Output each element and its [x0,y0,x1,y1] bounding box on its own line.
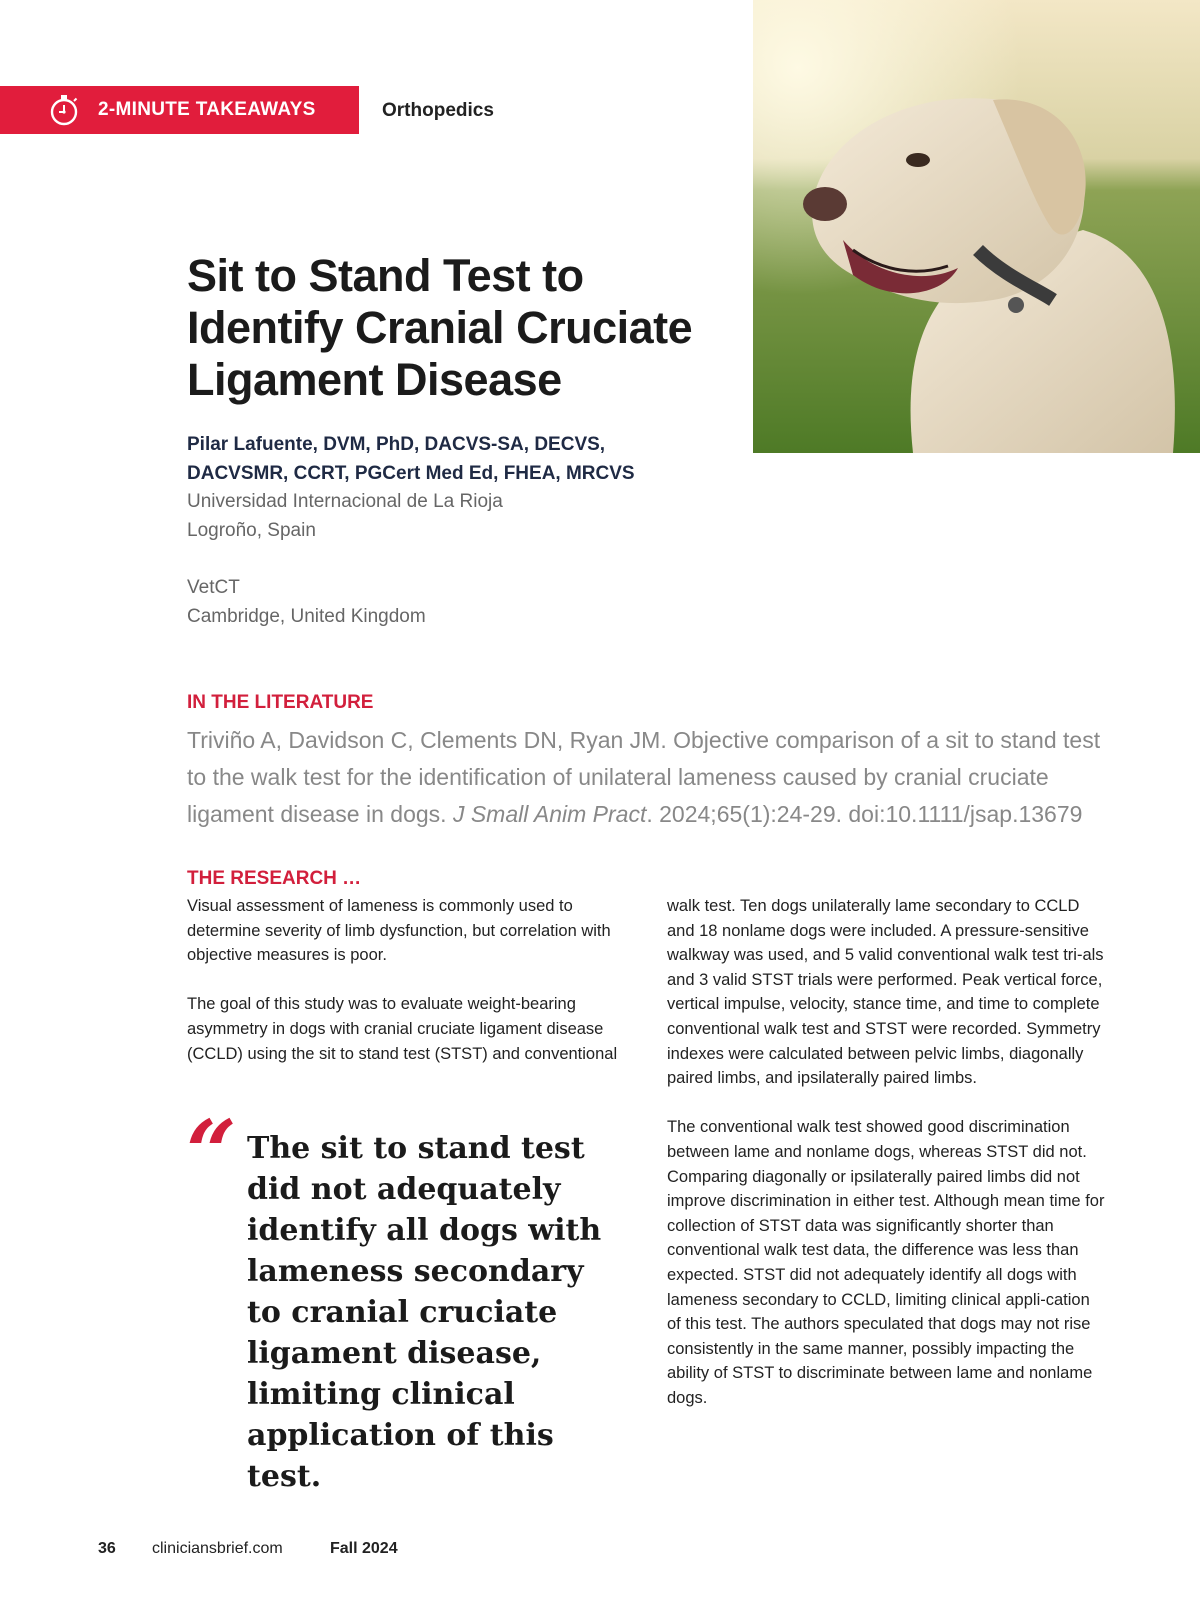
affiliation-institution: Universidad Internacional de La Rioja [187,491,503,512]
banner-label: 2-MINUTE TAKEAWAYS [98,99,316,120]
research-left-column [187,894,627,1091]
site-link[interactable]: cliniciansbrief.com [152,1540,283,1557]
paragraph: walk test. Ten dogs unilaterally lame secondary to CCLD and 18 nonlame dogs were included. A pressure-sensitive walkway was used, and 5 valid conventional walk test tri-als and 3 valid STST trials were performed. Peak vertical force, vertical impulse, velocity, stance time, and time to complete conventional walk test and STST were recorded. Symmetry indexes were calculated between pelvic limbs, diagonally paired limbs, and ipsilaterally paired limbs. [667,897,1104,1088]
citation-text: Triviño A, Davidson C, Clements DN, Ryan JM. Objective comparison of a sit to stand test to the walk test for the identification of unilateral lameness caused by cranial cruciate ligament disease in dogs. [187,727,1101,827]
stopwatch-icon [47,93,81,127]
author-name: Pilar Lafuente, DVM, PhD, DACVS-SA, DECVS, DACVSMR, CCRT, PGCert Med Ed, FHEA, MRCVS [187,434,635,484]
affiliation-institution: VetCT [187,577,240,598]
section-name: Orthopedics [382,100,494,121]
citation-tail: . 2024;65(1):24-29. doi:10.1111/jsap.13679 [646,801,1083,827]
section-banner [0,86,359,134]
affiliation-location: Logroño, Spain [187,520,316,541]
pull-quote: The sit to stand test did not adequately identify all dogs with lameness secondary to cranial cruciate ligament disease, limiting clinical application of this test. [247,1131,602,1494]
quote-mark-icon: “ [186,1100,237,1204]
journal-name: J Small Anim Pract [452,801,647,827]
citation [187,722,1107,833]
research-right-column [667,894,1107,1435]
paragraph: Visual assessment of lameness is commonly used to determine severity of limb dysfunction, but correlation with objective measures is poor. [187,897,611,965]
article-title: Sit to Stand Test to Identify Cranial Cruciate Ligament Disease [187,250,693,405]
paragraph: The conventional walk test showed good discrimination between lame and nonlame dogs, whereas STST did not. Comparing diagonally or ipsilaterally paired limbs did not improve discrimination in either test. Although mean time for collection of STST data was significantly shorter than conventional walk test data, the difference was less than expected. STST did not adequately identify all dogs with lameness secondary to CCLD, limiting clinical appli-cation of this test. The authors speculated that dogs may not rise consistently in the same manner, possibly impacting the ability of STST to discriminate between lame and nonlame dogs. [667,1118,1105,1407]
affiliation-location: Cambridge, United Kingdom [187,606,426,627]
paragraph: The goal of this study was to evaluate weight-bearing asymmetry in dogs with cranial cruciate ligament disease (CCLD) using the sit to stand test (STST) and conventional [187,995,618,1063]
page-number: 36 [98,1540,116,1557]
issue-label: Fall 2024 [330,1540,398,1557]
dog-photo [753,0,1200,453]
affiliation-2 [187,573,707,631]
literature-heading: IN THE LITERATURE [187,692,374,713]
affiliation-1 [187,487,707,545]
research-heading: THE RESEARCH … [187,868,362,889]
